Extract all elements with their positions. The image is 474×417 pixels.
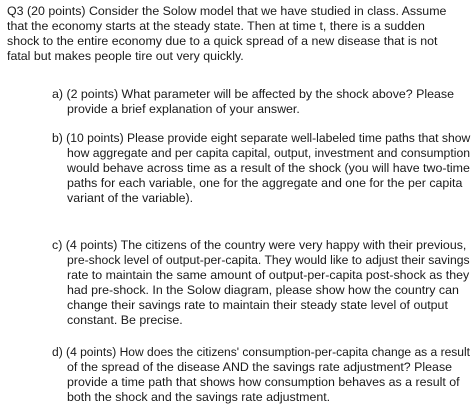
part-d-line: d) (4 points) How does the citizens' consumption-per-capita change as a result (52, 345, 471, 359)
question-line: Q3 (20 points) Consider the Solow model that we have studied in class. Assume (7, 4, 447, 18)
part-d-line: both the shock and the savings rate adjustment. (67, 390, 331, 404)
part-c-line: c) (4 points) The citizens of the country were very happy with their previous, (52, 238, 467, 252)
part-c-line: constant. Be precise. (67, 313, 183, 327)
part-d-line: provide a time path that shows how consumption behaves as a result of (67, 375, 460, 389)
part-c-line: rate to maintain the same amount of output-per-capita post-shock as they (67, 268, 470, 282)
part-b-line: would behave across time as a result of the shock (you will have two-time (67, 161, 470, 175)
part-a-line: provide a brief explanation of your answer. (67, 102, 300, 116)
question-line: shock to the entire economy due to a quick spread of a new disease that is not (7, 34, 438, 48)
part-c-line: had pre-shock. In the Solow diagram, please show how the country can (67, 283, 459, 297)
part-b-line: variant of the variable). (67, 191, 194, 205)
question-line: that the economy starts at the steady state. Then at time t, there is a sudden (7, 19, 425, 33)
part-c-line: pre-shock level of output-per-capita. They would like to adjust their savings (67, 253, 470, 267)
part-b-line: paths for each variable, one for the aggregate and one for the per capita (67, 176, 463, 190)
part-a-line: a) (2 points) What parameter will be affected by the shock above? Please (52, 87, 454, 101)
part-b-line: b) (10 points) Please provide eight separate well-labeled time paths that show (52, 131, 471, 145)
part-d-line: of the spread of the disease AND the savings rate adjustment? Please (67, 360, 453, 374)
part-c-line: change their savings rate to maintain their steady state level of output (67, 298, 448, 312)
question-line: fatal but makes people tire out very quickly. (7, 49, 244, 63)
part-b-line: how aggregate and per capita capital, output, investment and consumption (67, 146, 471, 160)
